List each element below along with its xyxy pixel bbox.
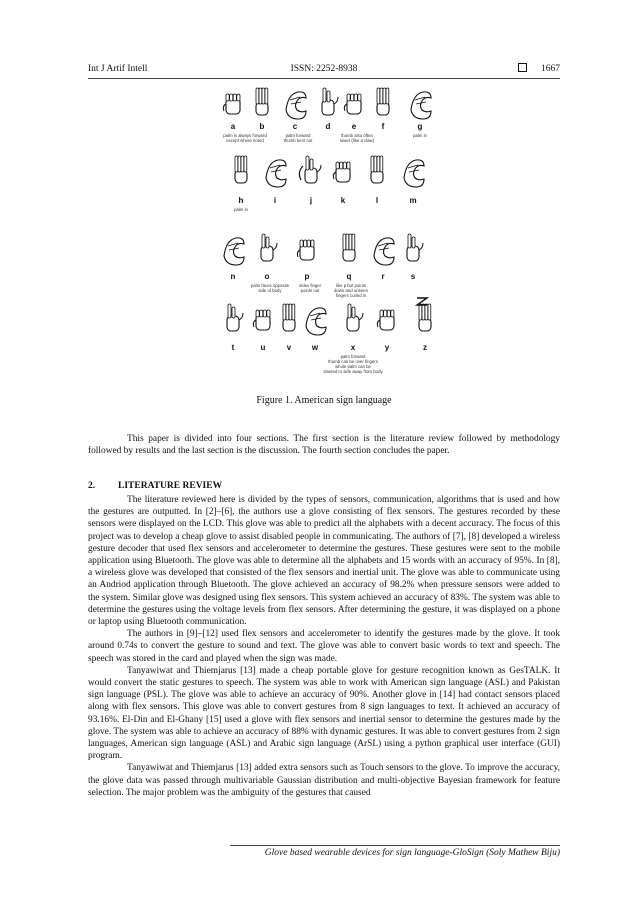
figure-note: fingers curled in [335,293,367,298]
sign-letter-b: b [259,122,265,131]
hand-sign-h-icon [235,156,247,183]
sign-letter-o: o [264,272,270,281]
section-title: LITERATURE REVIEW [118,481,223,491]
sign-letter-q: q [346,272,352,281]
checkbox-square-icon [518,63,527,72]
sign-letter-w: w [311,343,319,352]
sign-letter-g: g [417,122,423,131]
hand-sign-c-icon [286,92,306,119]
sign-letter-i: i [273,196,277,205]
figure-note: thumb bent out [283,138,313,143]
figure-note: like p but points [336,283,366,288]
paragraph: Tanyawiwat and Thiemjarus [13] added extra sensors such as Touch sensors to the glove. To improve the accuracy, the glove data was passed through multivariable Gaussian distribution and multi-objective Bayesian framework for feature selection. The major problem was the ambiguity of the gestures that caused [88,763,560,798]
hand-sign-r-icon [374,238,394,265]
figure-note: palm forward [285,133,311,138]
paragraph: The literature reviewed here is divided by the types of sensors, communication, algorithms that is used and how the gestures are outputted. In [2]–[6], the authors use a glove consisting of flex sensors. The gestures recorded by these sensors were displayed on the LCD. This glove was able to predict all the alphabets with a decent accuracy. The focus of this project was to develop a cheap glove to assist disabled people in communicating. The authors of [7], [8] developed a wireless gesture decoder that used flex sensors and accelerometer to determine the gestures. These gestures were sent to the mobile application using Bluetooth. The glove was able to determine all the alphabets and 15 words with an accuracy of 95%. In [8], a wireless glove was developed that consisted of the flex sensors and inertial unit. The glove was able to communicate using an Andriod application through Bluetooth. The glove achieved an accuracy of 98.2% when pressure sensors were added to the system. Similar glove was designed using flex sensors. This system achieved an accuracy of 83%. The system was able to determine the gestures using the voltage levels from flex sensors. After determining the gesture, it was displayed on a phone or laptop using Bluetooth communication. [88,495,560,628]
footer-rule [230,845,560,846]
intro-paragraph: This paper is divided into four sections. The first section is the literature review followed by methodology followed by results and the last section is the discussion. The fourth section concludes the paper. [88,434,560,457]
sign-letter-r: r [381,272,385,281]
sign-letter-m: m [409,196,417,205]
section-number: 2. [88,481,96,491]
paragraph: The authors in [9]–[12] used flex sensors and accelerometer to identify the gestures made by the glove. It took around 0.74s to convert the gesture to sound and text. The glove was able to convert basic words to text and speech. The speech was stored in the card and played when the sign was made. [88,629,560,664]
hand-sign-a-icon [223,94,240,114]
figure-note: down and unseen [334,288,368,293]
sign-letter-t: t [231,343,235,352]
sign-letter-u: u [260,343,266,352]
hand-sign-w-icon [306,308,326,335]
hand-sign-l-icon [371,156,383,183]
sign-letter-v: v [286,343,292,352]
paragraph: Tanyawiwat and Thiemjarus [13] made a cheap portable glove for gesture recognition known as GesTALK. It would convert the static gestures to speech. The system was able to work with American sign language (ASL) and Pakistan sign language (PSL). The glove was able to achieve an accuracy of 90%. Another glove in [14] had contact sensors placed along with flex sensors. This glove was able to convert gestures from 8 sign languages to text. It achieved an accuracy of 93.16%. El-Din and El-Ghany [15] used a glove with flex sensors and inertial sensor to determine the gestures made by the glove. The system was able to achieve an accuracy of 88% with dynamic gestures. It was able to convert gestures from 2 sign languages, American sign language (ASL) and Arabic sign language (ArSL) using a python graphical user interface (GUI) program. [88,665,560,762]
hand-sign-g-icon [411,92,431,119]
sign-letter-k: k [340,196,346,205]
sign-letter-d: d [325,122,331,131]
figure-note: index finger [298,283,322,288]
figure-note: thumb can be over fingers [328,359,378,364]
hand-sign-k-icon [333,162,350,182]
sign-letter-p: p [304,272,310,281]
issn: ISSN: 2252-8938 [290,64,358,74]
hand-sign-e-icon [344,94,361,114]
hand-sign-x-icon [347,304,363,331]
sign-letter-n: n [230,272,236,281]
hand-sign-z-icon [417,298,431,331]
figure-note: lower (like a claw) [339,138,375,143]
page-number-area [518,62,560,76]
page-number: 1667 [541,64,560,74]
journal-name: Int J Artif Intell [88,64,148,74]
intro-text [88,433,560,457]
hand-sign-q-icon [343,234,355,261]
hand-sign-n-icon [224,238,244,265]
hand-sign-s-icon [407,234,423,261]
figure-note: thumb also often [341,133,373,138]
hand-sign-m-icon [404,160,424,187]
hand-sign-i-icon [266,160,286,187]
asl-figure [215,86,440,386]
hand-sign-u-icon [253,310,270,330]
figure-note: except where noted [226,138,264,143]
figure-note: palm faces opposite [250,283,290,288]
hand-sign-j-icon [299,156,321,183]
figure-note: palm forward [340,354,366,359]
sign-letter-e: e [351,122,357,131]
sign-letter-j: j [309,196,313,205]
figure-note: palm in [234,207,248,212]
sign-letter-y: y [384,343,390,352]
hand-sign-v-icon [283,304,295,331]
hand-sign-f-icon [377,88,389,115]
sign-letter-h: h [238,196,244,205]
figure-caption: Figure 1. American sign language [256,395,392,406]
sign-letter-x: x [350,343,356,352]
literature-review-body [88,494,560,799]
running-header [88,62,560,76]
header-rule [88,78,560,79]
asl-hands-illustration [215,86,440,386]
sign-letter-z: z [423,343,427,352]
hand-sign-y-icon [377,310,394,330]
sign-letter-a: a [230,122,236,131]
figure-note: side of body [258,288,282,293]
figure-note: slanted to side away from body [323,369,383,374]
hand-sign-p-icon [297,240,314,260]
figure-note: palm in [413,133,427,138]
hand-sign-t-icon [227,304,243,331]
section-heading [88,481,222,491]
sign-letter-l: l [375,196,379,205]
sign-letter-s: s [410,272,416,281]
figure-note: whole palm can be [335,364,371,369]
running-footer: Glove based wearable devices for sign language-GloSign (Soly Mathew Biju) [264,848,560,858]
figure-note: palm is always forward [223,133,267,138]
sign-letter-f: f [381,122,385,131]
figure-note: points out [300,288,320,293]
hand-sign-d-icon [322,88,338,115]
hand-sign-b-icon [256,88,268,115]
hand-sign-o-icon [261,234,277,261]
sign-letter-c: c [292,122,298,131]
